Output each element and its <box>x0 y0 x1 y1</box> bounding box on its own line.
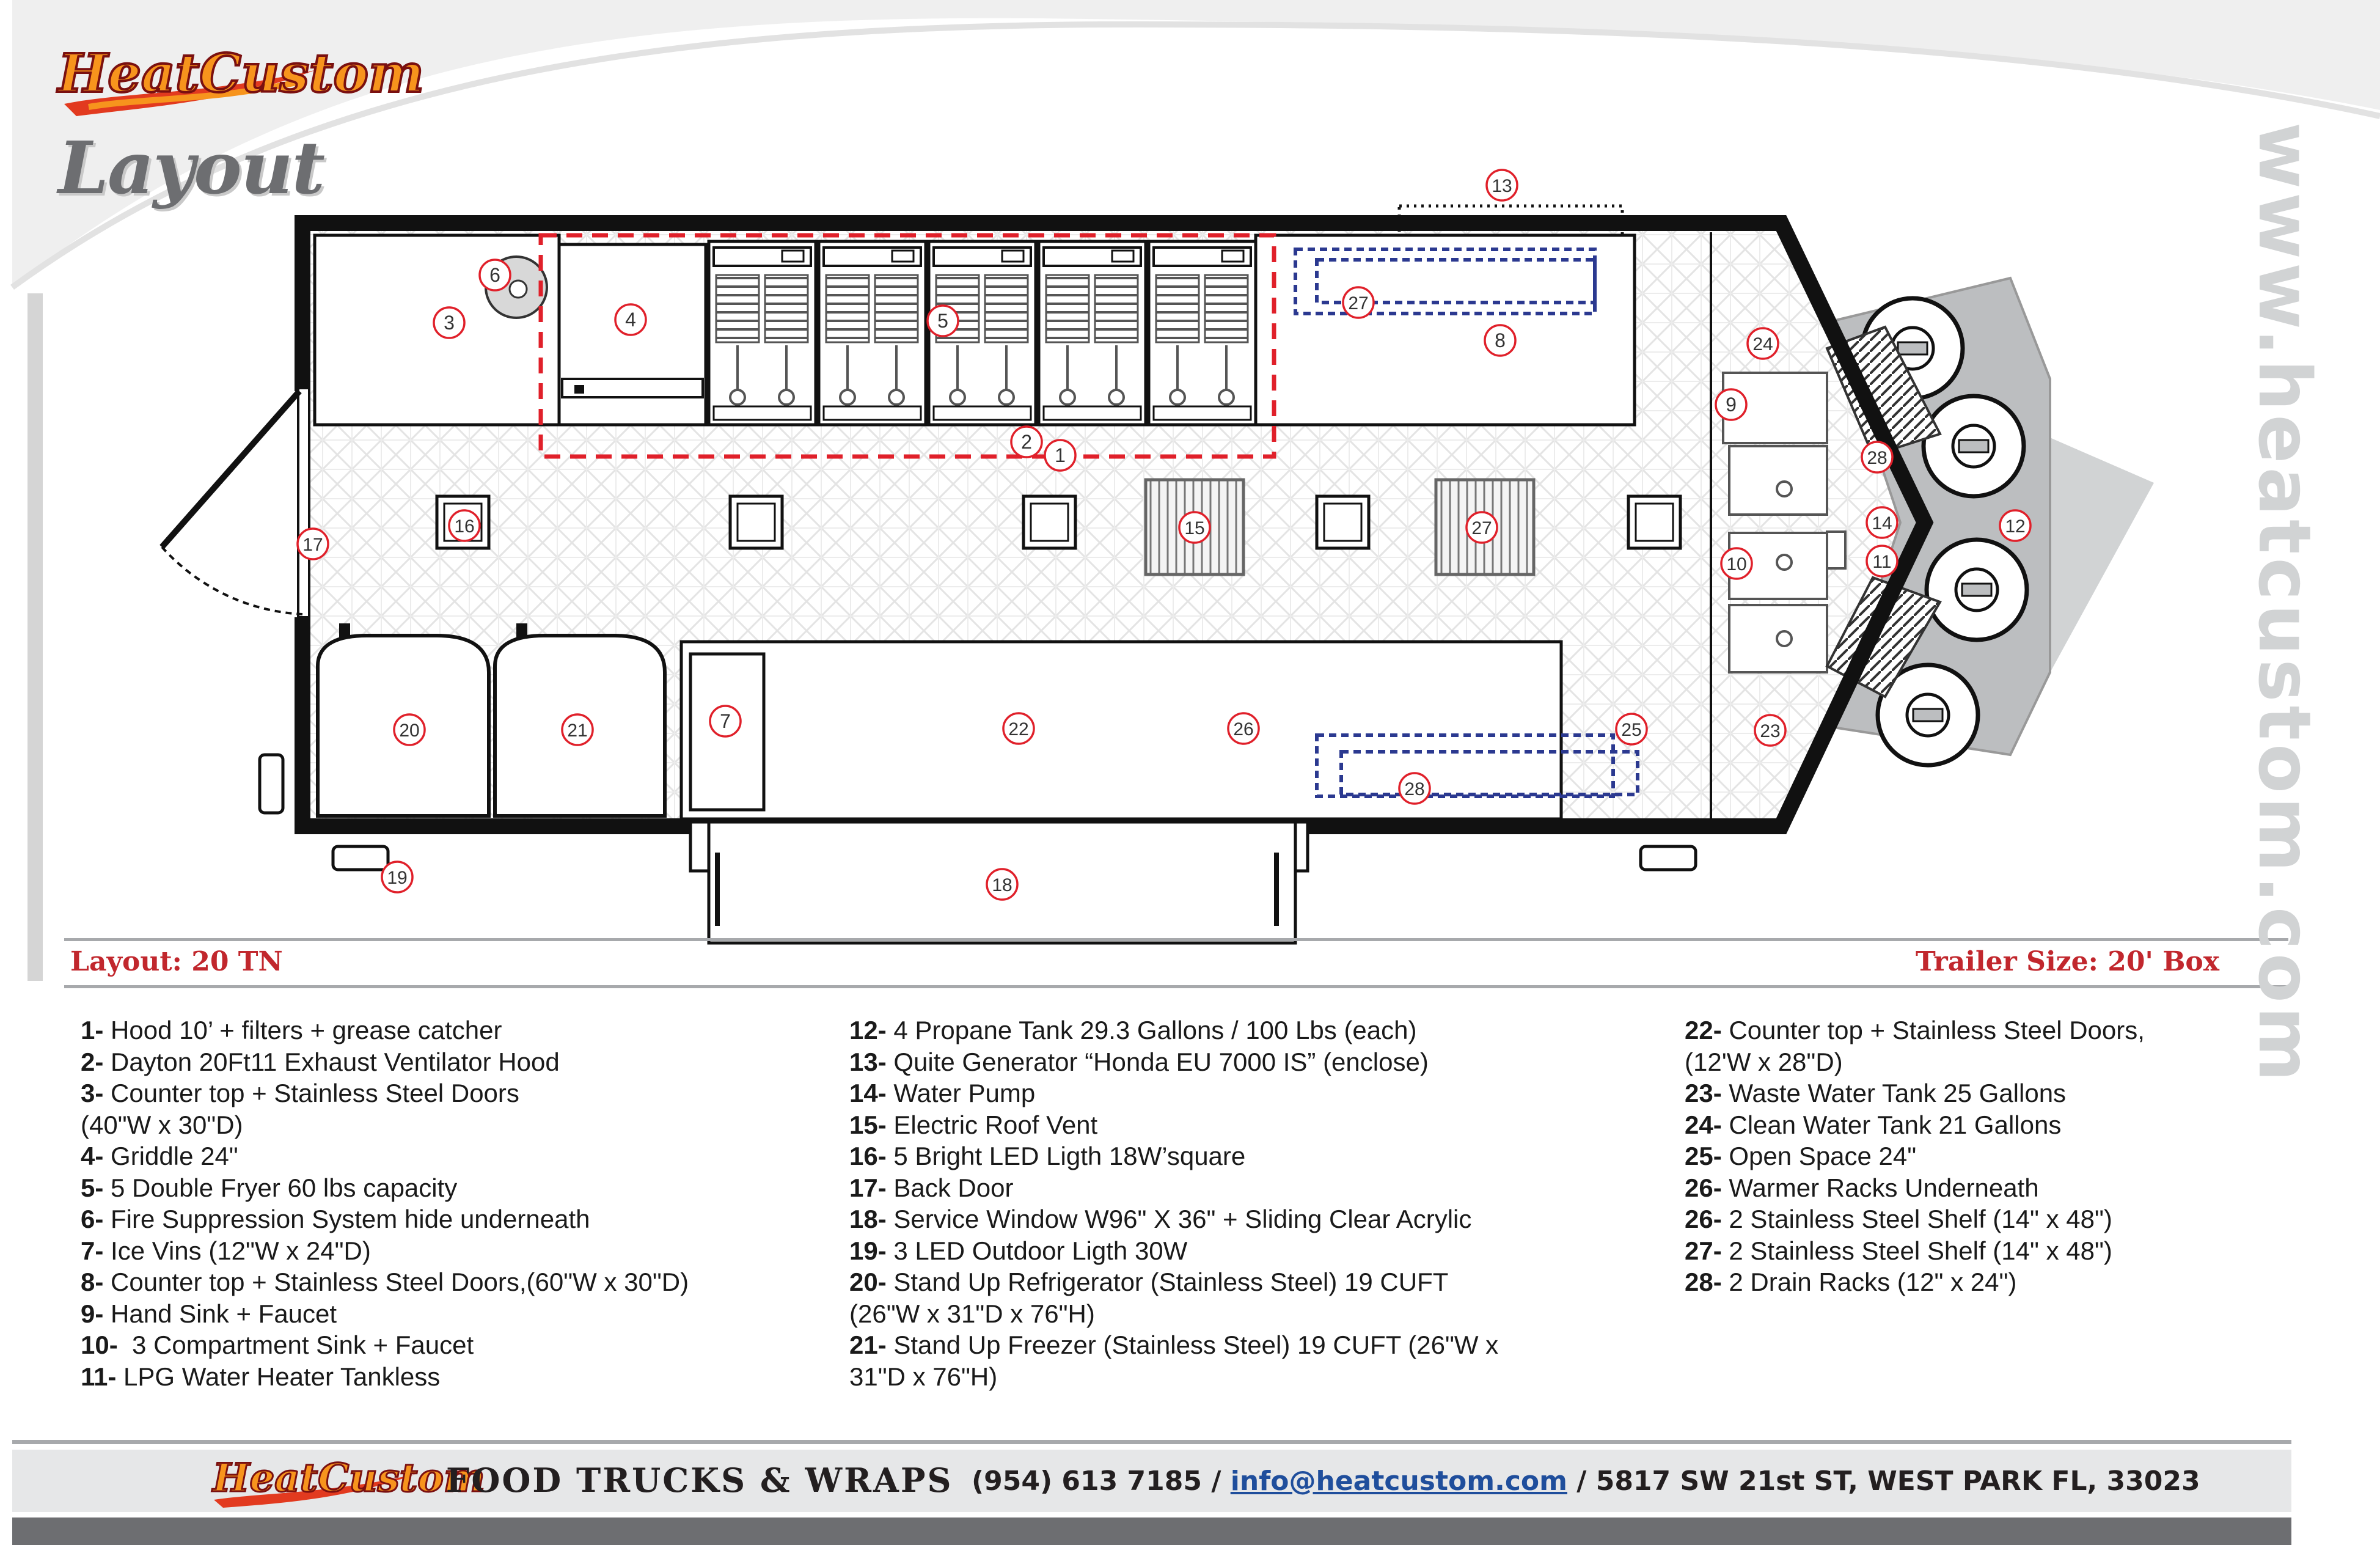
svg-text:HeatCustom: HeatCustom <box>58 43 424 105</box>
legend-item <box>849 1046 1625 1078</box>
legend-item-text: 4 Propane Tank 29.3 Gallons / 100 Lbs (each) <box>886 1016 1417 1044</box>
legend-item <box>81 1140 844 1172</box>
legend-item <box>849 1266 1625 1329</box>
outdoor-light-right <box>1641 846 1696 870</box>
marker-label: 22 <box>1008 719 1029 739</box>
legend-item <box>1685 1235 2332 1267</box>
outdoor-light-left <box>333 846 388 870</box>
legend-item-number: 26- <box>1685 1205 1722 1233</box>
fryer-unit <box>1039 241 1146 425</box>
marker-25 <box>1616 714 1647 744</box>
legend-item-number: 5- <box>81 1173 104 1202</box>
marker-14 <box>1867 507 1897 538</box>
marker-5 <box>928 306 958 336</box>
marker-label: 28 <box>1404 779 1425 799</box>
marker-6 <box>480 260 510 290</box>
legend-item-number: 22- <box>1685 1016 1722 1044</box>
legend-item-text: Fire Suppression System hide underneath <box>103 1205 590 1233</box>
legend-item-text: Electric Roof Vent <box>886 1110 1098 1139</box>
legend-item-text: 2 Drain Racks (12" x 24") <box>1721 1268 2017 1296</box>
back-door-swing <box>162 547 302 614</box>
legend-item-text: Waste Water Tank 25 Gallons <box>1721 1079 2067 1107</box>
marker-label: 1 <box>1055 444 1066 466</box>
legend-item-number: 12- <box>849 1016 887 1044</box>
marker-label: 28 <box>1867 448 1888 468</box>
legend-item-text: Service Window W96" X 36" + Sliding Clear Acrylic <box>886 1205 1472 1233</box>
marker-label: 9 <box>1726 394 1737 416</box>
marker-label: 15 <box>1184 518 1205 538</box>
legend-item-text: LPG Water Heater Tankless <box>116 1362 441 1391</box>
legend-item-number: 3- <box>81 1079 104 1107</box>
fryer-unit <box>709 241 816 425</box>
back-door-panel <box>162 391 299 547</box>
legend-item <box>1685 1140 2332 1172</box>
legend-item-text: 5 Bright LED Ligth 18W’square <box>886 1142 1246 1170</box>
legend-item-number: 20- <box>849 1268 887 1296</box>
marker-7 <box>710 706 741 736</box>
legend-item-number: 16- <box>849 1142 887 1170</box>
legend-item-number: 10- <box>81 1330 118 1359</box>
legend-item-text: Quite Generator “Honda EU 7000 IS” (enclose) <box>886 1047 1429 1076</box>
legend-item-text: Clean Water Tank 21 Gallons <box>1721 1110 2062 1139</box>
footer-divider <box>12 1440 2291 1444</box>
marker-label: 7 <box>720 710 731 732</box>
marker-label: 5 <box>937 310 948 332</box>
marker-label: 12 <box>2005 516 2026 537</box>
legend-item <box>81 1329 844 1361</box>
marker-label: 16 <box>454 516 475 537</box>
marker-2 <box>1011 427 1042 457</box>
legend-item-text: Back Door <box>886 1173 1014 1202</box>
legend-item-text: Counter top + Stainless Steel Doors, (12'W x 28"D) <box>1685 1016 2145 1076</box>
marker-label: 4 <box>625 309 636 331</box>
marker-11 <box>1867 546 1897 576</box>
legend-item-text: Counter top + Stainless Steel Doors,(60"W x 30"D) <box>103 1268 689 1296</box>
legend-item <box>1685 1203 2332 1235</box>
marker-label: 3 <box>444 312 455 334</box>
marker-20 <box>394 714 425 745</box>
marker-26 <box>1228 713 1259 744</box>
footer-logo <box>208 1450 485 1512</box>
marker-19 <box>382 862 412 892</box>
footer-email-link[interactable]: info@heatcustom.com <box>1230 1466 1567 1497</box>
legend-item-text: Dayton 20Ft11 Exhaust Ventilator Hood <box>103 1047 560 1076</box>
layout-label: Layout: 20 TN <box>70 946 283 977</box>
svg-text:HeatCustom: HeatCustom <box>213 1455 485 1501</box>
marker-label: 20 <box>399 721 420 741</box>
legend-item <box>81 1046 844 1078</box>
legend-item <box>81 1203 844 1235</box>
legend-item <box>849 1203 1625 1235</box>
marker-label: 26 <box>1233 719 1254 739</box>
marker-label: 8 <box>1495 329 1506 351</box>
back-door-frame <box>298 388 309 617</box>
marker-23 <box>1755 715 1785 746</box>
legend-item <box>81 1015 844 1046</box>
footer-address: 5817 SW 21st ST, WEST PARK FL, 33023 <box>1595 1466 2200 1497</box>
legend-column-2 <box>849 1015 1625 1392</box>
propane-tank-icon <box>1927 540 2027 640</box>
legend-item-number: 8- <box>81 1268 104 1296</box>
legend-item <box>81 1077 844 1140</box>
marker-27 <box>1343 287 1374 318</box>
legend-item-text: Open Space 24" <box>1721 1142 1917 1170</box>
legend-item-number: 24- <box>1685 1110 1722 1139</box>
legend-item-number: 14- <box>849 1079 887 1107</box>
legend-item-number: 7- <box>81 1236 104 1265</box>
legend-item <box>849 1235 1625 1267</box>
legend-item <box>849 1109 1625 1141</box>
marker-8 <box>1485 325 1515 356</box>
legend-item-number: 23- <box>1685 1079 1722 1107</box>
marker-18 <box>987 869 1017 900</box>
legend-item-number: 11- <box>81 1362 117 1391</box>
legend-item <box>849 1329 1625 1392</box>
legend-item <box>1685 1172 2332 1204</box>
legend-item-number: 15- <box>849 1110 887 1139</box>
legend-item-text: Stand Up Refrigerator (Stainless Steel) 19 CUFT (26"W x 31"D x 76"H) <box>849 1268 1449 1328</box>
footer-contact <box>972 1466 2200 1497</box>
marker-21 <box>562 714 593 745</box>
marker-9 <box>1716 389 1746 420</box>
marker-12 <box>2000 510 2030 541</box>
separator-bottom <box>64 985 2288 988</box>
marker-label: 11 <box>1872 552 1892 572</box>
marker-4 <box>615 304 646 335</box>
legend-item-number: 21- <box>849 1330 887 1359</box>
trailer-size-label: Trailer Size: 20' Box <box>1916 946 2219 977</box>
legend-item-number: 17- <box>849 1173 887 1202</box>
marker-label: 18 <box>992 875 1012 895</box>
legend-item <box>1685 1109 2332 1141</box>
legend-item <box>1685 1077 2332 1109</box>
marker-label: 27 <box>1348 293 1369 314</box>
outdoor-light-side <box>260 755 283 813</box>
legend-item-text: Stand Up Freezer (Stainless Steel) 19 CUFT (26"W x 31"D x 76"H) <box>849 1330 1499 1391</box>
legend-item <box>81 1172 844 1204</box>
marker-10 <box>1721 548 1752 579</box>
page-title: Layout <box>58 125 324 210</box>
footer-separator: / <box>1202 1466 1231 1497</box>
marker-28 <box>1862 442 1892 472</box>
legend-item-text: 5 Double Fryer 60 lbs capacity <box>103 1173 458 1202</box>
fryer-bank <box>709 241 1256 425</box>
legend-column-3 <box>1685 1015 2332 1298</box>
marker-label: 10 <box>1726 554 1747 574</box>
separator-top <box>64 938 2288 941</box>
marker-label: 21 <box>567 721 588 741</box>
legend-item-text: Hand Sink + Faucet <box>103 1299 337 1328</box>
marker-27 <box>1466 512 1497 543</box>
marker-17 <box>298 529 328 559</box>
propane-tank-icon <box>1924 396 2024 496</box>
marker-label: 27 <box>1471 518 1492 538</box>
legend-item <box>849 1140 1625 1172</box>
fryer-unit <box>819 241 926 425</box>
legend-item <box>849 1077 1625 1109</box>
marker-label: 13 <box>1492 176 1512 196</box>
left-side-bar <box>27 293 43 981</box>
legend-item <box>849 1015 1625 1046</box>
legend-item <box>849 1172 1625 1204</box>
brand-logo <box>52 34 424 125</box>
legend-item-number: 28- <box>1685 1268 1722 1296</box>
legend-item-text: 2 Stainless Steel Shelf (14" x 48") <box>1721 1236 2112 1265</box>
legend-item <box>1685 1015 2332 1077</box>
legend-item-text: Griddle 24" <box>103 1142 238 1170</box>
legend-item-text: Counter top + Stainless Steel Doors (40"W x 30"D) <box>81 1079 519 1139</box>
legend-item-text: Warmer Racks Underneath <box>1721 1173 2039 1202</box>
marker-13 <box>1487 170 1517 200</box>
marker-label: 23 <box>1760 721 1781 741</box>
marker-label: 17 <box>302 535 323 555</box>
marker-label: 24 <box>1752 334 1773 354</box>
marker-label: 25 <box>1621 720 1642 740</box>
legend-item-text: 2 Stainless Steel Shelf (14" x 48") <box>1721 1205 2112 1233</box>
side-website-url: www.heatcustom.com <box>2243 122 2327 1085</box>
marker-label: 14 <box>1872 513 1892 534</box>
marker-1 <box>1045 440 1075 471</box>
legend-item <box>81 1266 844 1298</box>
legend-column-1 <box>81 1015 844 1392</box>
legend-item-number: 1- <box>81 1016 104 1044</box>
legend-item-number: 25- <box>1685 1142 1722 1170</box>
marker-15 <box>1179 512 1210 543</box>
legend-item-number: 18- <box>849 1205 887 1233</box>
marker-3 <box>434 307 464 338</box>
marker-label: 6 <box>489 264 500 286</box>
legend-item-number: 9- <box>81 1299 104 1328</box>
footer-phone: (954) 613 7185 <box>972 1466 1203 1497</box>
legend-item-number: 19- <box>849 1236 887 1265</box>
legend-item <box>81 1298 844 1330</box>
fryer-unit <box>1149 241 1256 425</box>
marker-24 <box>1748 328 1778 359</box>
footer-separator: / <box>1567 1466 1596 1497</box>
marker-label: 2 <box>1021 431 1032 453</box>
counter-8 <box>1256 235 1635 425</box>
legend-item-text: 3 Compartment Sink + Faucet <box>117 1330 474 1359</box>
legend-item-number: 6- <box>81 1205 104 1233</box>
legend-item-text: Water Pump <box>886 1079 1036 1107</box>
footer-bottom-bar <box>12 1517 2291 1545</box>
legend-item-number: 4- <box>81 1142 104 1170</box>
marker-16 <box>449 510 480 541</box>
legend-item-text: Ice Vins (12"W x 24"D) <box>103 1236 371 1265</box>
legend-item-number: 2- <box>81 1047 104 1076</box>
legend-item-number: 26- <box>1685 1173 1722 1202</box>
legend-item-text: 3 LED Outdoor Ligth 30W <box>886 1236 1188 1265</box>
legend-item <box>1685 1266 2332 1298</box>
marker-28 <box>1399 773 1430 804</box>
legend-item-text: Hood 10’ + filters + grease catcher <box>103 1016 502 1044</box>
marker-label: 19 <box>387 868 408 888</box>
legend-item-number: 27- <box>1685 1236 1722 1265</box>
marker-22 <box>1003 713 1034 744</box>
legend-item-number: 13- <box>849 1047 887 1076</box>
legend-item <box>81 1235 844 1267</box>
footer-tagline: FOOD TRUCKS & WRAPS <box>446 1461 953 1500</box>
legend-item <box>81 1361 844 1393</box>
